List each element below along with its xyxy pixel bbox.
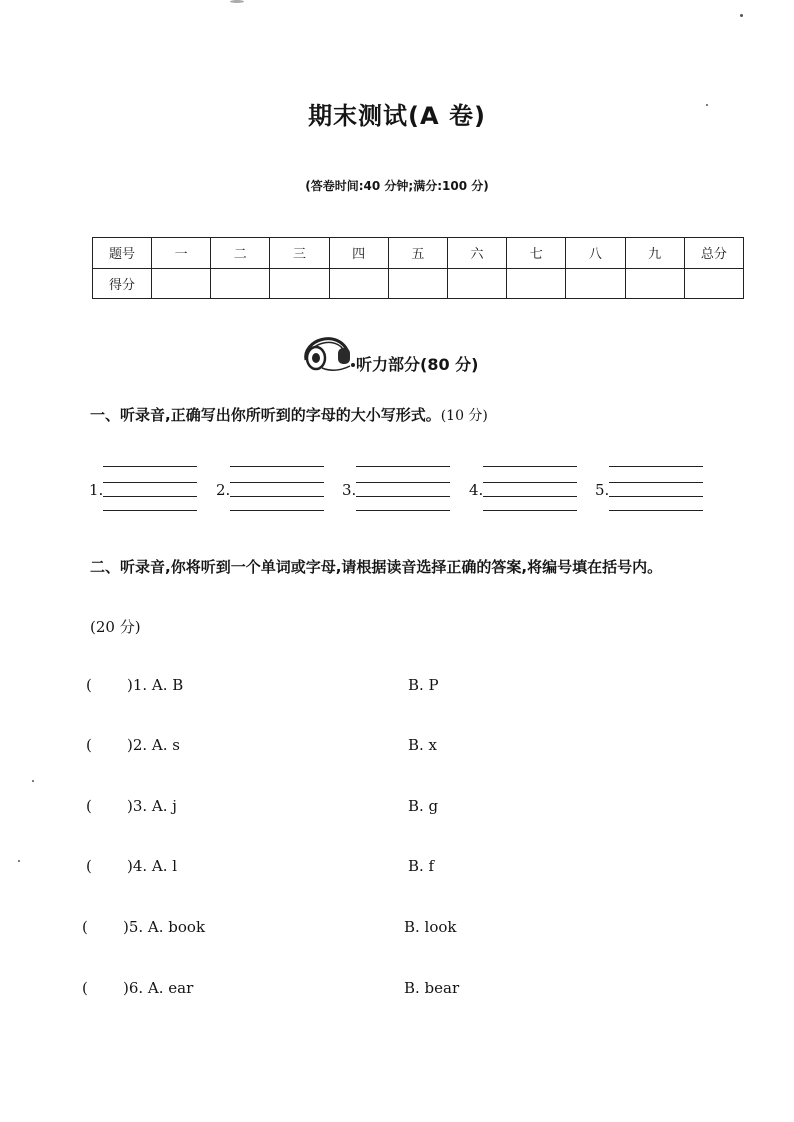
blank-number: 1. (89, 481, 104, 499)
score-cell[interactable] (447, 268, 506, 299)
score-table-header-row (93, 238, 744, 269)
choice-option-b: B. x (408, 736, 438, 754)
writing-lines[interactable] (103, 458, 197, 512)
choice-option-a: )6. A. ear (123, 979, 194, 997)
choice-option-b: B. look (404, 918, 457, 936)
scan-speck (740, 14, 743, 17)
score-table (92, 237, 744, 299)
score-cell[interactable] (566, 268, 625, 299)
score-table-column: 六 (447, 238, 506, 269)
scan-speck (706, 104, 708, 106)
score-table-column: 三 (270, 238, 329, 269)
score-table-column: 二 (211, 238, 270, 269)
exam-subtitle: (答卷时间:40 分钟;满分:100 分) (305, 179, 489, 193)
choice-option-a: )1. A. B (127, 676, 184, 694)
score-table-row-label: 题号 (93, 238, 152, 269)
answer-blank-group (342, 458, 442, 518)
score-cell[interactable] (507, 268, 566, 299)
blank-number: 5. (595, 481, 610, 499)
choice-option-a: )5. A. book (123, 918, 206, 936)
choice-option-b: B. P (408, 676, 439, 694)
answer-blank-group (89, 458, 189, 518)
listening-section-label: 听力部分(80 分) (356, 355, 479, 374)
choice-option-b: B. bear (404, 979, 460, 997)
score-table-column: 七 (507, 238, 566, 269)
question-1-points: (10 分) (440, 408, 488, 424)
headphones-icon (298, 330, 358, 374)
choice-item (86, 857, 506, 879)
blank-number: 4. (469, 481, 484, 499)
score-cell[interactable] (152, 268, 211, 299)
choice-item (86, 736, 506, 758)
answer-bracket[interactable]: ( (86, 736, 92, 754)
choice-item (86, 676, 506, 698)
scan-speck (230, 0, 244, 3)
question-1-heading (90, 404, 488, 425)
choice-option-a: )2. A. s (127, 736, 180, 754)
writing-lines[interactable] (609, 458, 703, 512)
score-table-column: 八 (566, 238, 625, 269)
answer-bracket[interactable]: ( (86, 857, 92, 875)
score-cell[interactable] (329, 268, 388, 299)
score-table-score-row (93, 268, 744, 299)
question-2-points: (20 分) (90, 618, 141, 636)
answer-bracket[interactable]: ( (82, 918, 88, 936)
choice-option-b: B. f (408, 857, 435, 875)
score-cell[interactable] (684, 268, 743, 299)
score-table-column: 四 (329, 238, 388, 269)
writing-lines[interactable] (230, 458, 324, 512)
score-table-column: 一 (152, 238, 211, 269)
writing-lines[interactable] (483, 458, 577, 512)
blank-number: 3. (342, 481, 357, 499)
score-table-column: 总分 (684, 238, 743, 269)
listening-section-heading (298, 330, 528, 374)
score-table-column: 九 (625, 238, 684, 269)
score-cell[interactable] (625, 268, 684, 299)
answer-blank-group (469, 458, 569, 518)
exam-title: 期末测试(A 卷) (308, 102, 486, 130)
answer-bracket[interactable]: ( (86, 676, 92, 694)
blank-number: 2. (216, 481, 231, 499)
choice-option-a: )4. A. l (127, 857, 178, 875)
score-table-row-label: 得分 (93, 268, 152, 299)
choice-option-b: B. g (408, 797, 439, 815)
answer-bracket[interactable]: ( (82, 979, 88, 997)
score-cell[interactable] (270, 268, 329, 299)
choice-item (86, 797, 506, 819)
answer-blank-group (595, 458, 695, 518)
choice-option-a: )3. A. j (127, 797, 177, 815)
question-2-heading: 二、听录音,你将听到一个单词或字母,请根据读音选择正确的答案,将编号填在括号内。 (90, 558, 663, 576)
score-cell[interactable] (211, 268, 270, 299)
choice-item (82, 979, 502, 1001)
answer-blank-group (216, 458, 316, 518)
scan-speck (32, 780, 34, 782)
choice-item (82, 918, 502, 940)
score-table-column: 五 (388, 238, 447, 269)
writing-lines[interactable] (356, 458, 450, 512)
answer-bracket[interactable]: ( (86, 797, 92, 815)
score-cell[interactable] (388, 268, 447, 299)
scan-speck (18, 860, 20, 862)
question-1-text: 一、听录音,正确写出你所听到的字母的大小写形式。 (90, 406, 441, 424)
